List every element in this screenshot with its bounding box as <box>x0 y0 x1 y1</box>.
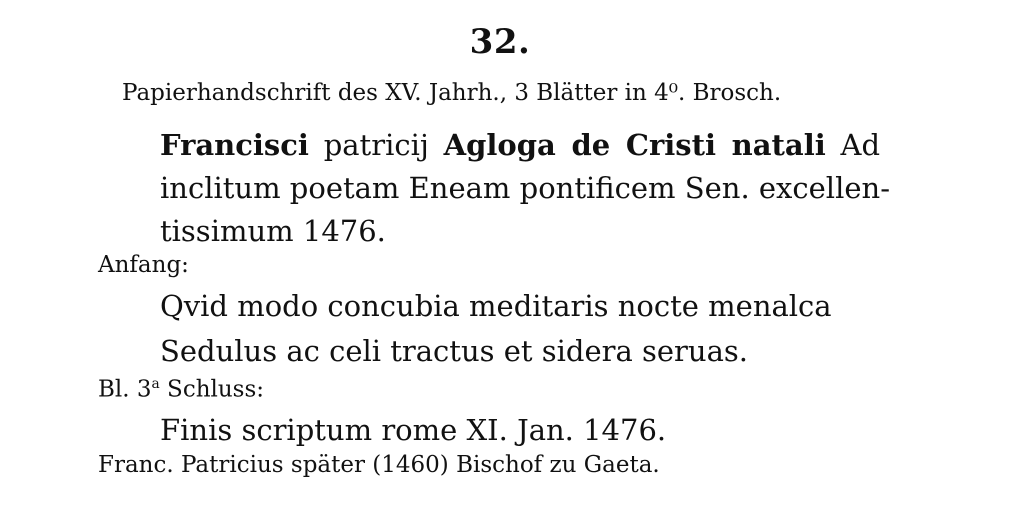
title-author-surname: patricij <box>323 128 429 162</box>
author-note: Franc. Patricius später (1460) Bischof zu Gaeta. <box>98 452 660 478</box>
title-work: Agloga de Cristi natali <box>443 128 826 162</box>
anfang-line-1: Qvid modo concubia meditaris nocte menalca <box>160 289 832 323</box>
schluss-label-sup: a <box>151 376 160 392</box>
schluss-label <box>98 376 264 403</box>
schluss-label-prefix: Bl. 3 <box>98 376 152 403</box>
entry-number: 32. <box>469 22 531 62</box>
anfang-verse <box>160 284 832 374</box>
anfang-line-2: Sedulus ac celi tractus et sidera seruas. <box>160 334 748 368</box>
schluss-label-suffix: Schluss: <box>159 376 265 403</box>
schluss-line: Finis scriptum rome XI. Jan. 1476. <box>160 413 667 447</box>
title-dedication-start: Ad <box>840 128 881 162</box>
title-line-3: tissimum 1476. <box>160 214 386 248</box>
title-block <box>160 124 890 253</box>
manuscript-description: Papierhandschrift des XV. Jahrh., 3 Blätter in 4⁰. Brosch. <box>122 80 782 106</box>
title-author: Francisci <box>160 128 309 162</box>
title-line-1 <box>160 124 880 167</box>
schluss-verse <box>160 408 666 453</box>
anfang-label: Anfang: <box>98 252 189 278</box>
title-line-2: inclitum poetam Eneam pontificem Sen. excellen- <box>160 171 890 205</box>
